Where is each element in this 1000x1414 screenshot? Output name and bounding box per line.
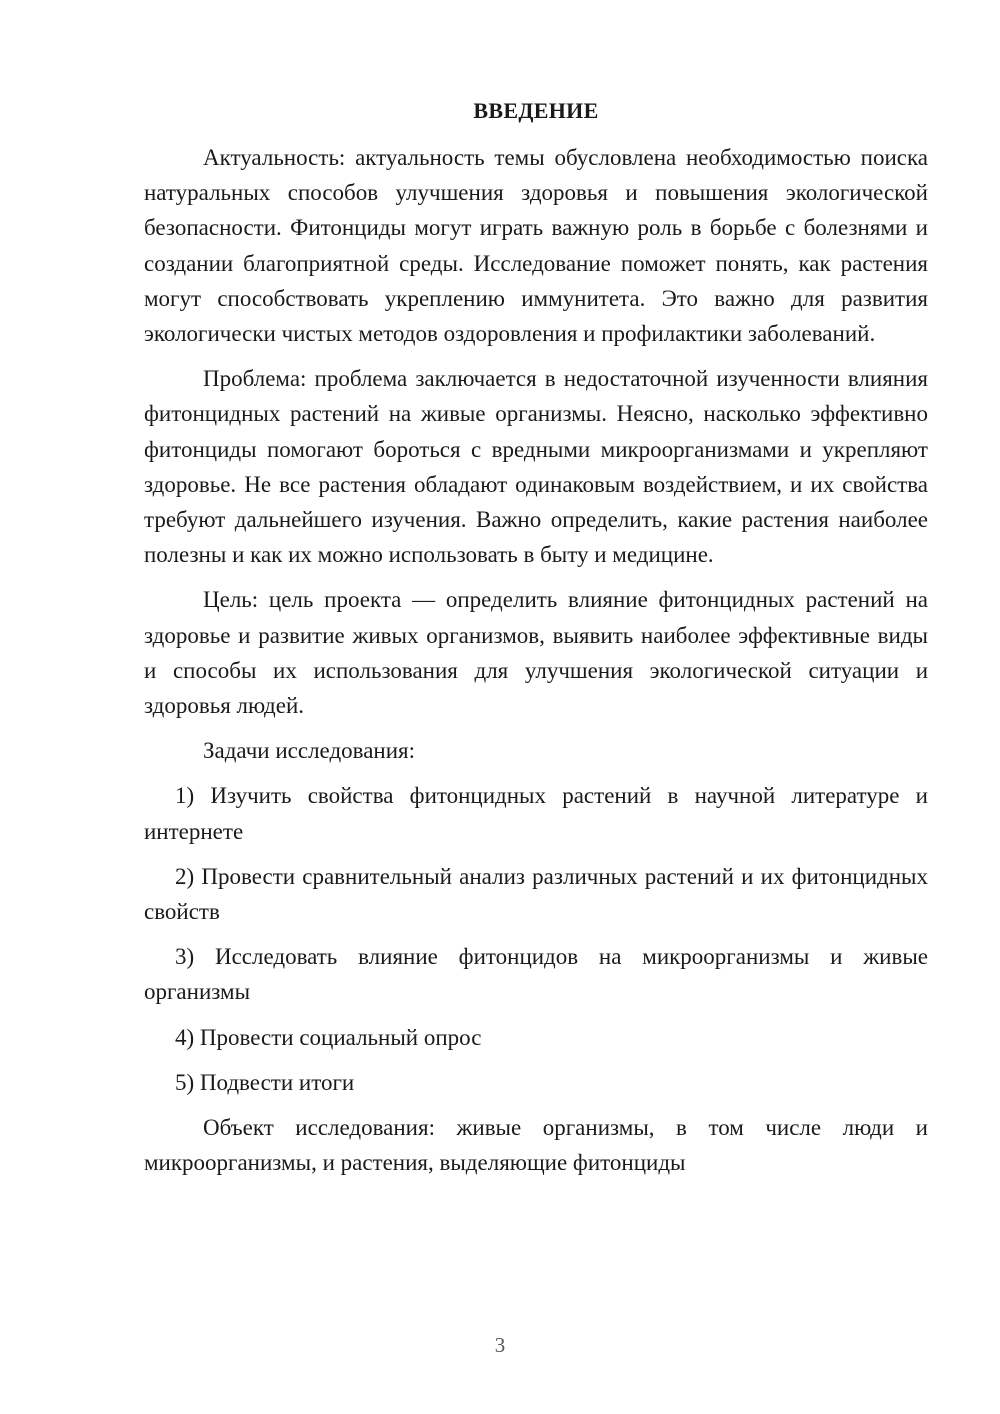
page-content [144,96,928,1190]
task-item: 4) Провести социальный опрос [175,1024,482,1050]
section-title: ВВЕДЕНИЕ [473,98,599,123]
goal-paragraph: Цель: цель проекта — определить влияние фитонцидных растений на здоровье и развитие живых организмов, выявить наиболее эффективные виды и способы их использования для улучшения экологической ситуации и здоровья людей. [144,587,928,719]
tasks-heading: Задачи исследования: [203,738,416,764]
page-number: 3 [494,1333,506,1357]
object-paragraph: Объект исследования: живые организмы, в том числе люди и микроорганизмы, и растения, выделяющие фитонциды [144,1115,928,1176]
task-item: 5) Подвести итоги [175,1069,355,1095]
task-item: 2) Провести сравнительный анализ различных растений и их фитонцидных свойств [144,863,928,925]
task-item: 3) Исследовать влияние фитонцидов на микроорганизмы и живые организмы [144,944,928,1005]
task-item: 1) Изучить свойства фитонцидных растений в научной литературе и интернете [144,783,928,844]
relevance-paragraph: Актуальность: актуальность темы обусловлена необходимостью поиска натуральных способов улучшения здоровья и повышения экологической безопасности. Фитонциды могут играть важную роль в борьбе с болезнями и создании благоприятной среды. Исследование поможет понять, как растения могут способствовать укреплению иммунитета. Это важно для развития экологически чистых методов оздоровления и профилактики заболеваний. [144,145,928,347]
problem-paragraph: Проблема: проблема заключается в недостаточной изученности влияния фитонцидных растений на живые организмы. Неясно, насколько эффективно фитонциды помогают бороться с вредными микроорганизмами и укрепляют здоровье. Не все растения обладают одинаковым воздействием, и их свойства требуют дальнейшего изучения. Важно определить, какие растения наиболее полезны и как их можно использовать в быту и медицине. [144,366,928,568]
